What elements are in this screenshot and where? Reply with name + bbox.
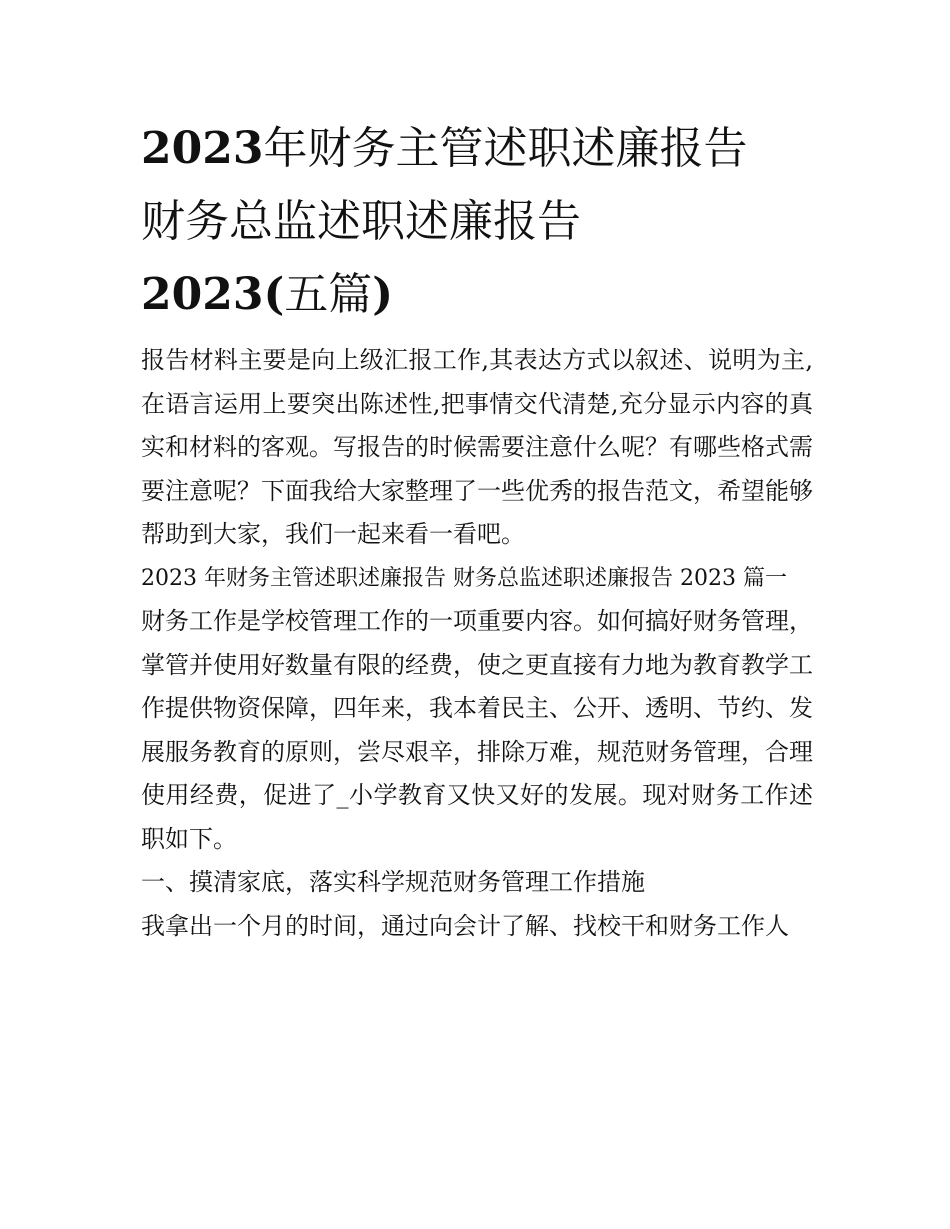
intro-paragraph: 报告材料主要是向上级汇报工作,其表达方式以叙述、说明为主,在语言运用上要突出陈述性,把事情交代清楚,充分显示内容的真实和材料的客观。写报告的时候需要注意什么呢？有哪些格式需要注意呢？下面我给大家整理了一些优秀的报告范文，希望能够帮助到大家，我们一起来看一看吧。 <box>141 346 813 548</box>
body-paragraph-2: 我拿出一个月的时间，通过向会计了解、找校干和财务工作人 <box>141 911 789 940</box>
document-page <box>141 112 813 948</box>
title-line-1 <box>141 112 813 185</box>
title-count: 五篇 <box>284 269 373 320</box>
title-year-2: 2023( <box>141 269 285 320</box>
title-year: 2023 <box>141 123 264 174</box>
section-title: 2023 年财务主管述职述廉报告 财务总监述职述廉报告 2023 篇一 <box>141 565 787 591</box>
title-line-1-text: 年财务主管述职述廉报告 <box>263 123 748 174</box>
document-title <box>141 112 813 331</box>
title-line-2: 财务总监述职述廉报告 <box>141 196 581 247</box>
section-heading-1: 一、摸清家底，落实科学规范财务管理工作措施 <box>141 868 645 896</box>
title-paren-close: ) <box>372 269 394 320</box>
body-paragraph-1: 财务工作是学校管理工作的一项重要内容。如何搞好财务管理，掌管并使用好数量有限的经费，使之更直接有力地为教育教学工作提供物资保障，四年来，我本着民主、公开、透明、节约、发展服务教育的原则，尝尽艰辛，排除万难，规范财务管理，合理使用经费，促进了_小学教育又快又好的发展。现对财务工作述职如下。 <box>141 607 813 853</box>
title-line-3 <box>141 258 813 331</box>
